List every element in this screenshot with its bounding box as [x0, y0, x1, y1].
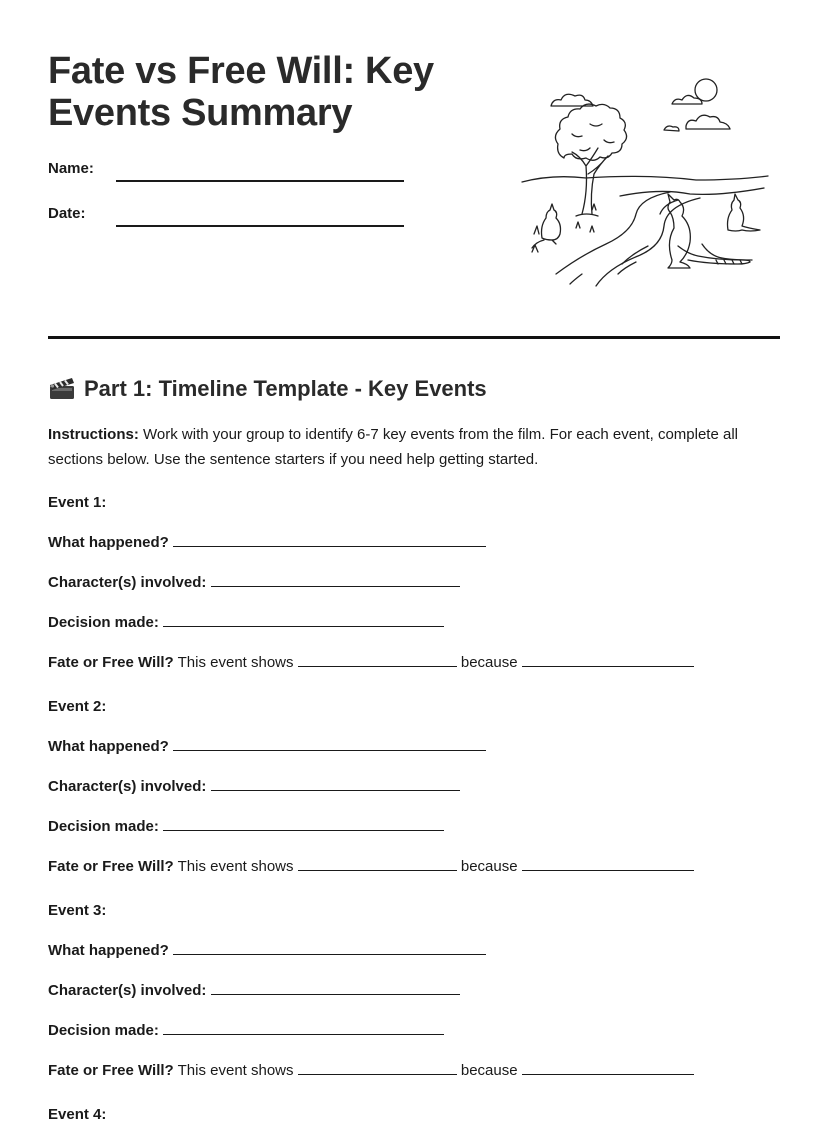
fate-free-will-text: This event shows: [173, 858, 294, 875]
what-happened-blank[interactable]: [173, 736, 486, 751]
what-happened-label: What happened?: [48, 738, 169, 755]
decision-row: [48, 611, 780, 651]
fate-free-will-blank[interactable]: [298, 1060, 457, 1075]
decision-blank[interactable]: [163, 816, 444, 831]
part1-heading-text: Part 1: Timeline Template - Key Events: [84, 376, 487, 401]
characters-row: [48, 979, 780, 1019]
part1-heading: [48, 374, 487, 404]
outback-landscape-kangaroos-illustration: [520, 74, 770, 290]
decision-row: [48, 815, 780, 855]
characters-label: Character(s) involved:: [48, 778, 207, 795]
fate-free-will-label: Fate or Free Will?: [48, 858, 174, 875]
section-divider: [48, 336, 780, 339]
fate-free-will-text: This event shows: [173, 654, 294, 671]
date-field-row: [48, 203, 408, 227]
event-block: [48, 491, 780, 695]
instructions-paragraph: [48, 422, 768, 472]
event-block: [48, 695, 780, 899]
event-title: Event 1:: [48, 494, 107, 511]
name-label: Name:: [48, 160, 94, 177]
characters-label: Character(s) involved:: [48, 574, 207, 591]
fate-free-will-blank[interactable]: [298, 856, 457, 871]
date-label: Date:: [48, 205, 86, 222]
fate-free-will-row: [48, 855, 780, 899]
fate-free-will-label: Fate or Free Will?: [48, 1062, 174, 1079]
decision-label: Decision made:: [48, 818, 159, 835]
fate-free-will-row: [48, 1059, 780, 1103]
characters-row: [48, 571, 780, 611]
instructions-text: Work with your group to identify 6-7 key events from the film. For each event, complete all sections below. Use the sentence starters if you need help getting started.: [48, 426, 738, 468]
because-text: because: [460, 858, 518, 875]
event-title: Event 3:: [48, 902, 107, 919]
what-happened-blank[interactable]: [173, 532, 486, 547]
decision-blank[interactable]: [163, 1020, 444, 1035]
decision-label: Decision made:: [48, 1022, 159, 1039]
event-block: [48, 1103, 780, 1143]
decision-label: Decision made:: [48, 614, 159, 631]
characters-blank[interactable]: [211, 572, 460, 587]
decision-blank[interactable]: [163, 612, 444, 627]
what-happened-row: [48, 939, 780, 979]
event-title: Event 2:: [48, 698, 107, 715]
event-title: Event 4:: [48, 1106, 107, 1123]
what-happened-row: [48, 735, 780, 775]
fate-free-will-text: This event shows: [173, 1062, 294, 1079]
characters-blank[interactable]: [211, 980, 460, 995]
worksheet-title: Fate vs Free Will: Key Events Summary: [48, 50, 434, 134]
what-happened-label: What happened?: [48, 942, 169, 959]
fate-free-will-row: [48, 651, 780, 695]
name-blank-line[interactable]: [116, 180, 404, 182]
what-happened-row: [48, 531, 780, 571]
because-blank[interactable]: [522, 856, 694, 871]
characters-blank[interactable]: [211, 776, 460, 791]
events-list: [48, 491, 780, 1143]
decision-row: [48, 1019, 780, 1059]
clapperboard-icon: [48, 375, 76, 401]
name-field-row: [48, 158, 408, 182]
fate-free-will-label: Fate or Free Will?: [48, 654, 174, 671]
because-text: because: [460, 1062, 518, 1079]
what-happened-label: What happened?: [48, 534, 169, 551]
fate-free-will-blank[interactable]: [298, 652, 457, 667]
date-blank-line[interactable]: [116, 225, 404, 227]
characters-label: Character(s) involved:: [48, 982, 207, 999]
instructions-label: Instructions:: [48, 426, 139, 443]
because-text: because: [460, 654, 518, 671]
because-blank[interactable]: [522, 652, 694, 667]
what-happened-blank[interactable]: [173, 940, 486, 955]
because-blank[interactable]: [522, 1060, 694, 1075]
characters-row: [48, 775, 780, 815]
event-block: [48, 899, 780, 1103]
